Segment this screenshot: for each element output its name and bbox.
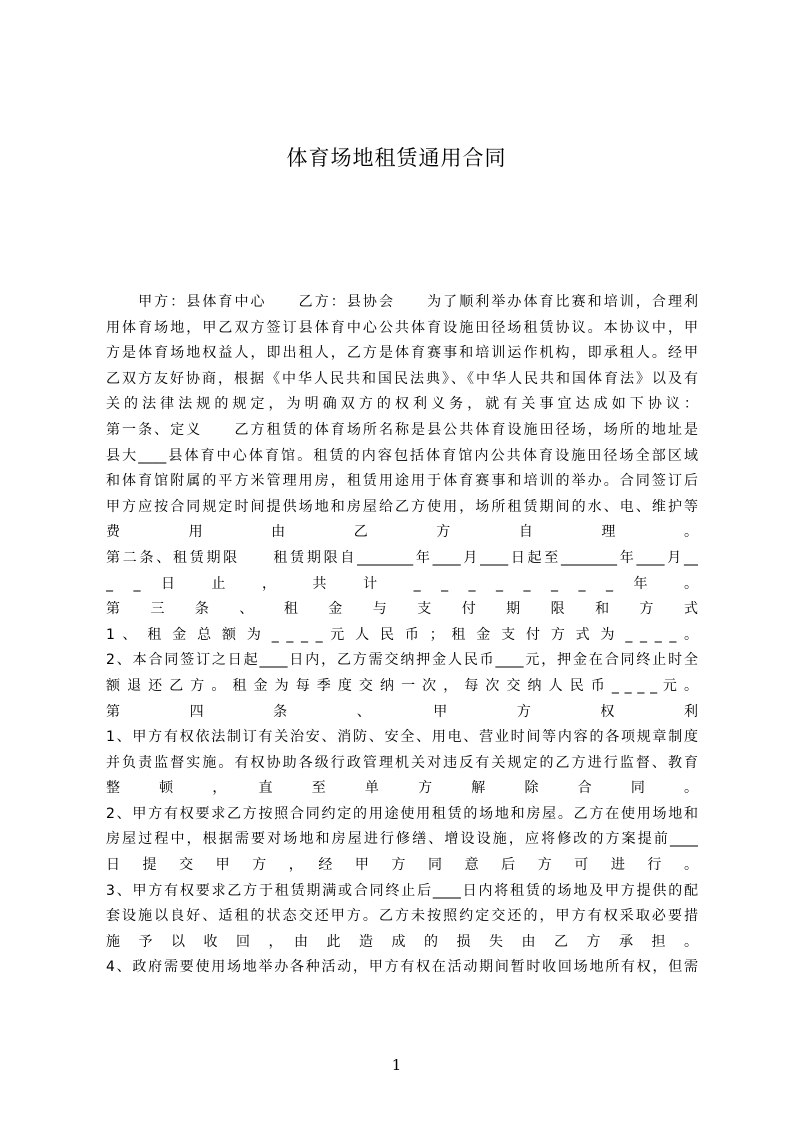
body-line: 4、政府需要使用场地举办各种活动，甲方有权在活动期间暂时收回场地所有权，但需 [106,959,698,976]
body-line: _ _ 日 止 ， 共 计 _ _ _ _ _ _ _ _ 年 。 [106,575,698,592]
body-line: 日 提 交 甲 方 ， 经 甲 方 同 意 后 方 可 进 行 。 [106,857,698,874]
page-number: 1 [391,1056,402,1074]
body-line: 房屋过程中，根据需要对场地和房屋进行修缮、增设设施，应将修改的方案提前____ [106,831,698,848]
document-title: 体育场地租赁通用合同 [286,146,507,170]
body-line: 2、本合同签订之日起____日内，乙方需交纳押金人民币____元，押金在合同终止时全 [106,652,698,669]
body-line: 3、甲方有权要求乙方于租赁期满或合同终止后____日内将租赁的场地及甲方提供的配 [106,882,698,899]
body-line: 甲方应按合同规定时间提供场地和房屋给乙方使用，场所租赁期间的水、电、维护等 [106,498,698,515]
body-line: 县大____县体育中心体育馆。租赁的内容包括体育馆内公共体育设施田径场全部区域 [106,447,698,464]
body-line: 并负责监督实施。有权协助各级行政管理机关对违反有关规定的乙方进行监督、教育 [106,754,698,771]
body-line: 乙双方友好协商，根据《中华人民共和国民法典》、《中华人民共和国体育法》以及有 [106,370,698,387]
body-line: 用体育场地，甲乙双方签订县体育中心公共体育设施田径场租赁协议。本协议中，甲 [106,319,698,336]
body-line: 施 予 以 收 回 ， 由 此 造 成 的 损 失 由 乙 方 承 担 。 [106,933,698,950]
body-line: 方是体育场地权益人，即出租人，乙方是体育赛事和培训运作机构，即承租人。经甲 [106,345,698,362]
body-line: 甲方：县体育中心 乙方：县协会 为了顺利举办体育比赛和培训，合理利 [106,294,698,310]
body-line: 和体育馆附属的平方米管理用房，租赁用途用于体育赛事和培训的举办。合同签订后 [106,473,698,490]
body-line: 费 用 由 乙 方 自 理 。 [106,524,698,541]
body-line: 整 顿 ， 直 至 单 方 解 除 合 同 。 [106,780,698,797]
body-line: 关的法律法规的规定，为明确双方的权利义务，就有关事宜达成如下协议： [106,396,698,413]
body-line: 套设施以良好、适租的状态交还甲方。乙方未按照约定交还的，甲方有权采取必要措 [106,908,698,925]
body-line: 2、甲方有权要求乙方按照合同约定的用途使用租赁的场地和房屋。乙方在使用场地和 [106,805,698,822]
section-heading: 第 三 条 、 租 金 与 支 付 期 限 和 方 式 [106,601,698,618]
section-heading: 第 四 条 、 甲 方 权 利 [106,703,698,720]
body-line: 1、甲方有权依法制订有关治安、消防、安全、用电、营业时间等内容的各项规章制度 [106,729,698,746]
body-line: 第二条、租赁期限 租赁期限自________年____月____日起至________年____月__ [106,549,698,566]
body-line: 第一条、定义 乙方租赁的体育场所名称是县公共体育设施田径场，场所的地址是 [106,421,698,438]
body-line: 1 、 租 金 总 额 为 _ _ _ _ 元 人 民 币 ； 租 金 支 付 方 式 为 _ _ _ _ 。 [106,626,698,643]
body-line: 额 退 还 乙 方 。 租 金 为 每 季 度 交 纳 一 次 ， 每 次 交 纳 人 民 币 _ _ _ _ 元 。 [106,677,698,694]
contract-body [106,290,698,981]
